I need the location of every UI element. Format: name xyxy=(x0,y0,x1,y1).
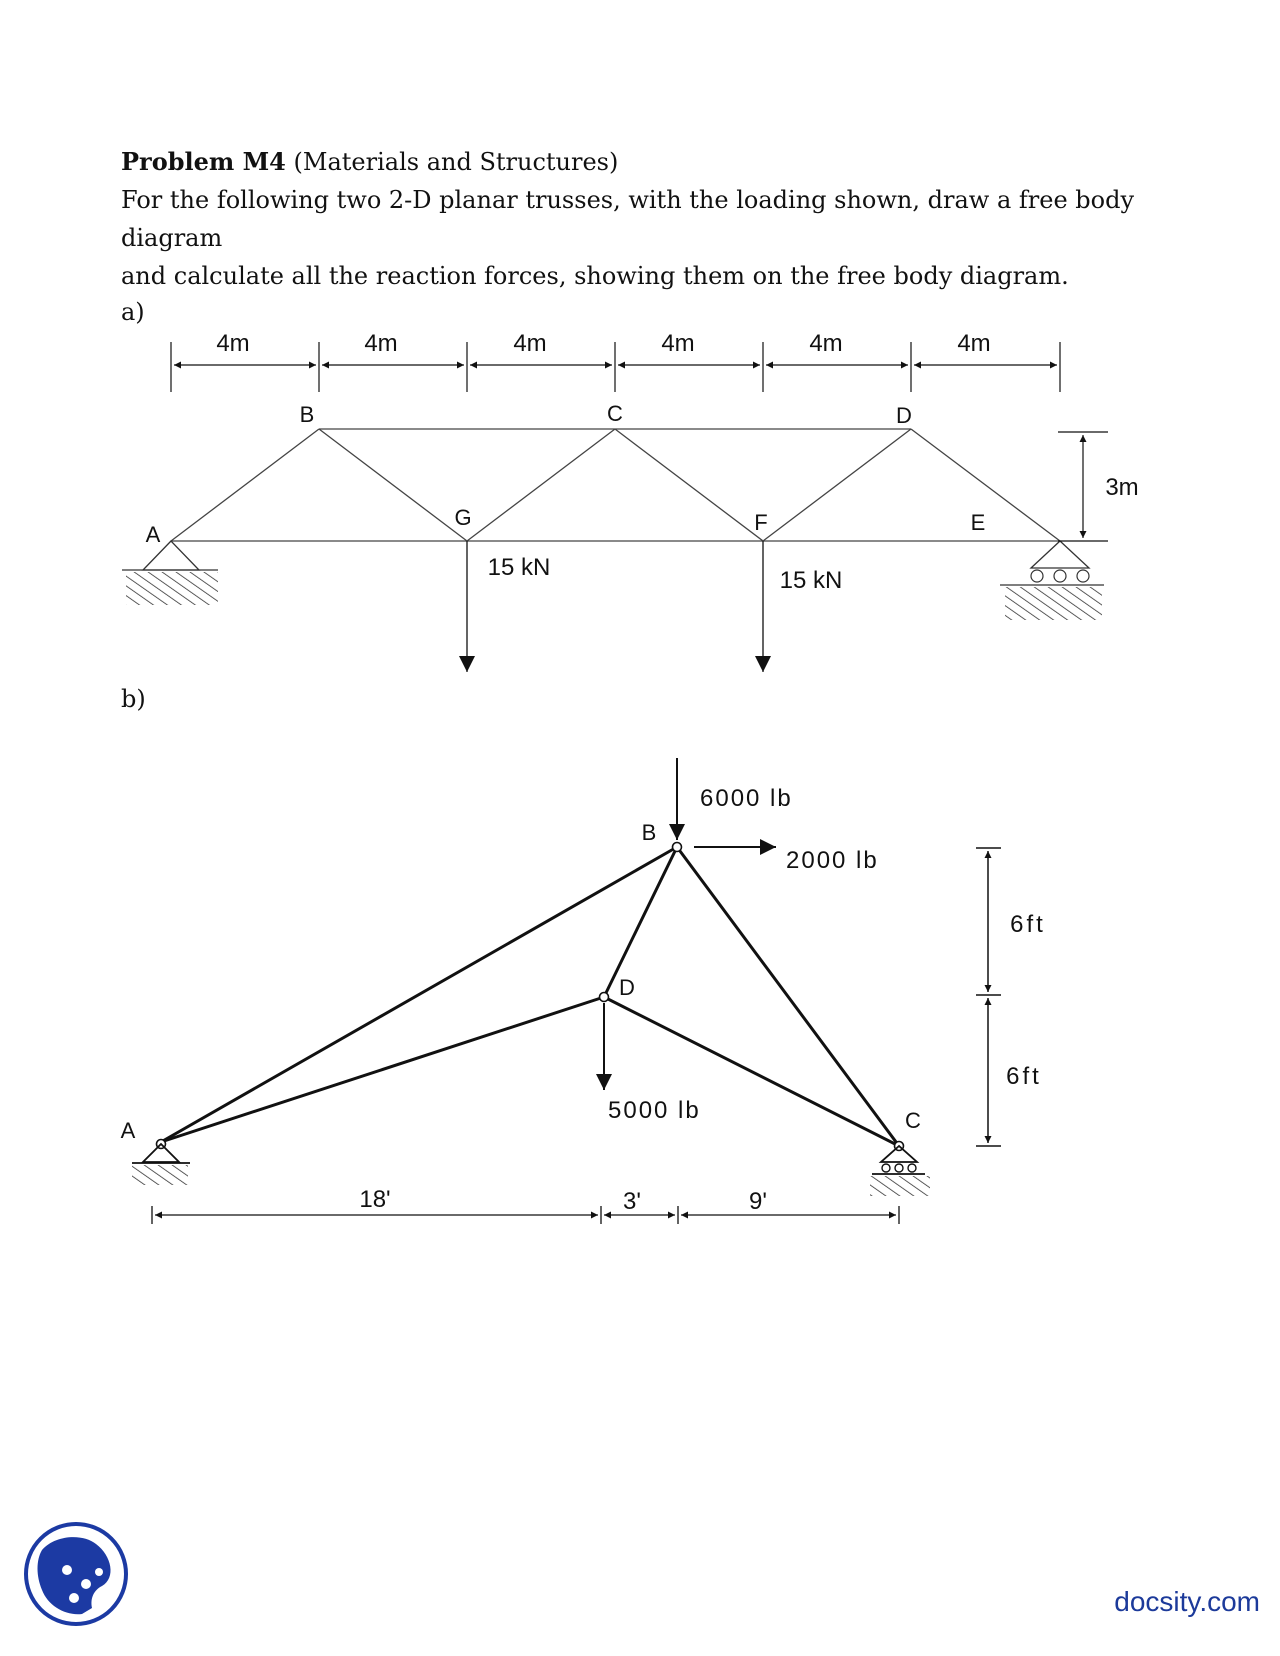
node-g-label: G xyxy=(454,505,472,530)
span-label-3: 4m xyxy=(513,330,547,357)
node-b-c-label: C xyxy=(905,1108,921,1133)
load-label-f: 15 kN xyxy=(779,567,843,594)
truss-b-loads xyxy=(604,758,879,1124)
truss-a xyxy=(122,330,1139,672)
docsity-logo xyxy=(22,1520,130,1628)
truss-b-horizontal-dimension-labels xyxy=(359,1186,767,1215)
node-a-label: A xyxy=(145,522,161,547)
truss-a-members xyxy=(171,429,1060,541)
truss-b-joints xyxy=(157,843,904,1151)
part-a-label: a) xyxy=(121,298,145,326)
dim-label-9ft: 9' xyxy=(749,1188,767,1215)
problem-title-rest: (Materials and Structures) xyxy=(285,148,619,176)
load-label-2000: 2000 lb xyxy=(786,847,879,874)
span-label-4: 4m xyxy=(661,330,695,357)
truss-a-loads xyxy=(467,541,842,672)
pin-support-b-a xyxy=(132,1144,190,1185)
node-d-label: D xyxy=(896,403,912,428)
node-f-label: F xyxy=(754,510,768,535)
node-b-b-label: B xyxy=(641,820,657,845)
truss-a-span-labels xyxy=(216,330,990,357)
problem-line-1: For the following two 2-D planar trusses, with the loading shown, draw a free body diagram xyxy=(121,186,1135,252)
roller-support-b-c xyxy=(870,1146,930,1196)
truss-a-height-dimension xyxy=(1058,432,1108,541)
problem-line-2: and calculate all the reaction forces, showing them on the free body diagram. xyxy=(121,262,1069,290)
node-b-label: B xyxy=(299,402,315,427)
dim-label-18ft: 18' xyxy=(359,1186,391,1213)
load-label-6000: 6000 lb xyxy=(700,785,793,812)
brand-text[interactable]: docsity.com xyxy=(1114,1586,1260,1617)
span-label-2: 4m xyxy=(364,330,398,357)
part-b-label: b) xyxy=(121,685,146,713)
span-label-1: 4m xyxy=(216,330,250,357)
dim-label-6ft-upper: 6ft xyxy=(1010,911,1046,938)
node-b-a-label: A xyxy=(120,1118,136,1143)
node-b-d-label: D xyxy=(619,975,635,1000)
truss-b-vertical-dimensions xyxy=(976,848,1001,1146)
load-label-5000: 5000 lb xyxy=(608,1097,701,1124)
truss-a-dimension-ticks xyxy=(171,342,1060,392)
truss-b xyxy=(121,758,1046,1224)
span-label-6: 4m xyxy=(957,330,991,357)
dim-label-3ft: 3' xyxy=(623,1188,641,1215)
problem-title-bold: Problem M4 xyxy=(121,147,286,176)
dim-label-6ft-lower: 6ft xyxy=(1006,1063,1042,1090)
truss-b-horizontal-dimensions xyxy=(152,1206,899,1224)
height-label-3m: 3m xyxy=(1105,474,1139,501)
load-label-g: 15 kN xyxy=(487,554,551,581)
node-c-label: C xyxy=(607,401,623,426)
truss-b-members xyxy=(161,847,899,1146)
truss-a-node-labels xyxy=(146,401,986,547)
roller-support-e xyxy=(1000,541,1104,620)
span-label-5: 4m xyxy=(809,330,843,357)
pin-support-a xyxy=(122,541,218,605)
node-e-label: E xyxy=(970,510,986,535)
